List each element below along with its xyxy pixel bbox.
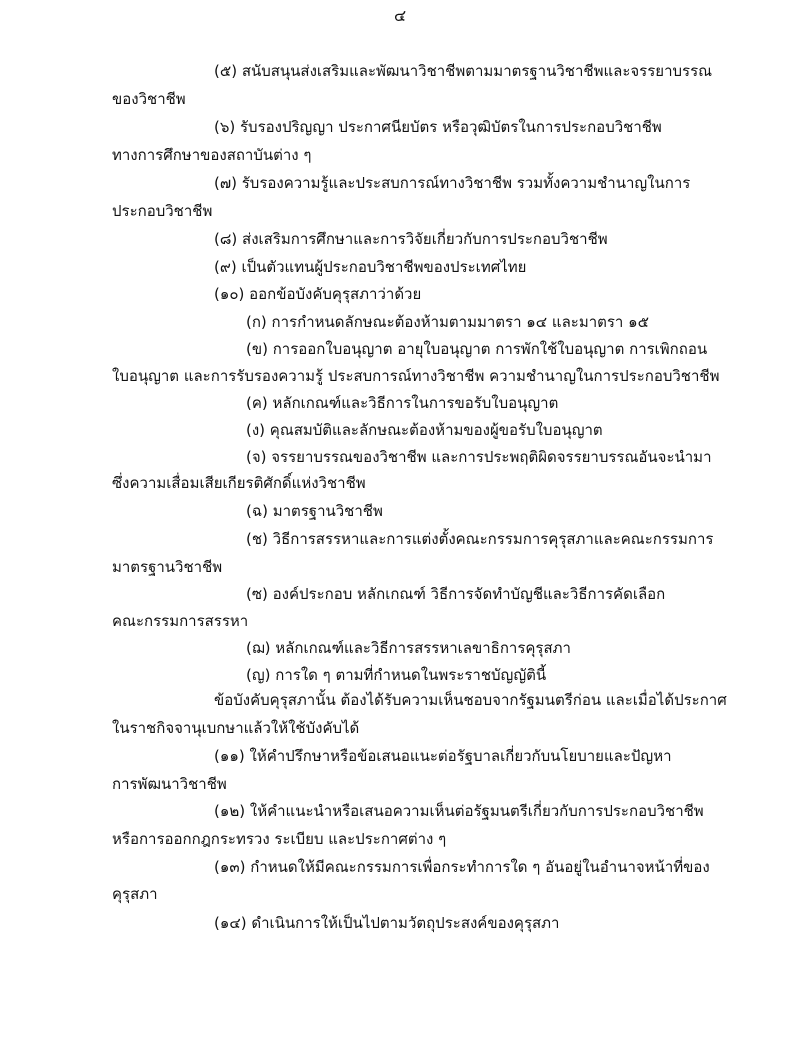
item-11-continuation: การพัฒนาวิชาชีพ	[112, 775, 227, 793]
item-10: (๑๐) ออกข้อบังคับคุรุสภาว่าด้วย	[214, 285, 422, 303]
sub-item-a: (ก) การกำหนดลักษณะต้องห้ามตามมาตรา ๑๔ และมาตรา ๑๕	[246, 313, 649, 331]
item-12: (๑๒) ให้คำแนะนำหรือเสนอความเห็นต่อรัฐมนตรีเกี่ยวกับการประกอบวิชาชีพ	[214, 802, 704, 820]
regulation-paragraph: ข้อบังคับคุรุสภานั้น ต้องได้รับความเห็นชอบจากรัฐมนตรีก่อน และเมื่อได้ประกาศ	[214, 691, 727, 709]
item-13-continuation: คุรุสภา	[112, 885, 158, 903]
item-11: (๑๑) ให้คำปรึกษาหรือข้อเสนอแนะต่อรัฐบาลเกี่ยวกับนโยบายและปัญหา	[214, 747, 672, 765]
sub-item-j: (ญ) การใด ๆ ตามที่กำหนดในพระราชบัญญัตินี้	[246, 666, 547, 684]
regulation-paragraph-continuation: ในราชกิจจานุเบกษาแล้วให้ใช้บังคับได้	[112, 719, 360, 737]
sub-item-g-continuation: มาตรฐานวิชาชีพ	[112, 558, 223, 576]
item-5: (๕) สนับสนุนส่งเสริมและพัฒนาวิชาชีพตามมาตรฐานวิชาชีพและจรรยาบรรณ	[214, 62, 713, 80]
sub-item-e-continuation: ซึ่งความเสื่อมเสียเกียรติศักดิ์แห่งวิชาชีพ	[112, 474, 366, 492]
sub-item-b: (ข) การออกใบอนุญาต อายุใบอนุญาต การพักใช้ใบอนุญาต การเพิกถอน	[246, 340, 708, 358]
page-number: ๔	[393, 6, 407, 25]
item-8: (๘) ส่งเสริมการศึกษาและการวิจัยเกี่ยวกับการประกอบวิชาชีพ	[214, 230, 608, 248]
sub-item-g: (ช) วิธีการสรรหาและการแต่งตั้งคณะกรรมการคุรุสภาและคณะกรรมการ	[246, 530, 714, 548]
item-6-continuation: ทางการศึกษาของสถาบันต่าง ๆ	[112, 146, 312, 164]
sub-item-b-continuation: ใบอนุญาต และการรับรองความรู้ ประสบการณ์ทางวิชาชีพ ความชำนาญในการประกอบวิชาชีพ	[112, 367, 720, 385]
item-5-continuation: ของวิชาชีพ	[112, 90, 186, 108]
sub-item-f: (ฉ) มาตรฐานวิชาชีพ	[246, 502, 383, 520]
item-7-continuation: ประกอบวิชาชีพ	[112, 202, 213, 220]
sub-item-c: (ค) หลักเกณฑ์และวิธีการในการขอรับใบอนุญาต	[246, 394, 559, 412]
sub-item-d: (ง) คุณสมบัติและลักษณะต้องห้ามของผู้ขอรับใบอนุญาต	[246, 421, 603, 439]
sub-item-h-continuation: คณะกรรมการสรรหา	[112, 612, 249, 630]
item-6: (๖) รับรองปริญญา ประกาศนียบัตร หรือวุฒิบัตรในการประกอบวิชาชีพ	[214, 118, 662, 136]
item-7: (๗) รับรองความรู้และประสบการณ์ทางวิชาชีพ รวมทั้งความชำนาญในการ	[214, 174, 691, 192]
item-13: (๑๓) กำหนดให้มีคณะกรรมการเพื่อกระทำการใด ๆ อันอยู่ในอำนาจหน้าที่ของ	[214, 858, 710, 876]
item-12-continuation: หรือการออกกฎกระทรวง ระเบียบ และประกาศต่าง ๆ	[112, 830, 447, 848]
item-9: (๙) เป็นตัวแทนผู้ประกอบวิชาชีพของประเทศไทย	[214, 258, 527, 276]
sub-item-e: (จ) จรรยาบรรณของวิชาชีพ และการประพฤติผิดจรรยาบรรณอันจะนำมา	[246, 448, 712, 466]
item-14: (๑๔) ดำเนินการให้เป็นไปตามวัตถุประสงค์ของคุรุสภา	[214, 914, 560, 932]
sub-item-i: (ฌ) หลักเกณฑ์และวิธีการสรรหาเลขาธิการคุรุสภา	[246, 639, 571, 657]
sub-item-h: (ซ) องค์ประกอบ หลักเกณฑ์ วิธีการจัดทำบัญชีและวิธีการคัดเลือก	[246, 585, 666, 603]
